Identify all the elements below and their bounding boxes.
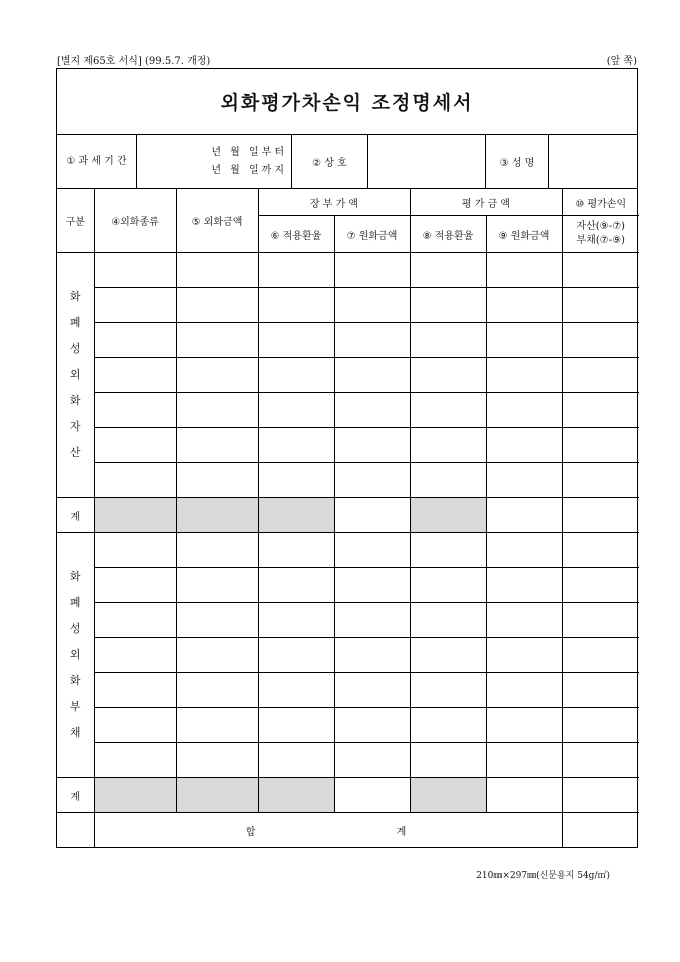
grand-total-value[interactable] <box>562 813 639 848</box>
table-cell[interactable] <box>94 708 176 743</box>
table-cell[interactable] <box>410 638 486 673</box>
table-cell[interactable] <box>176 708 258 743</box>
shaded-cell <box>410 778 486 813</box>
table-cell[interactable] <box>562 428 639 463</box>
table-cell[interactable] <box>410 708 486 743</box>
table-cell[interactable] <box>562 743 639 778</box>
table-cell[interactable] <box>562 568 639 603</box>
table-cell[interactable] <box>486 673 562 708</box>
table-cell[interactable] <box>176 638 258 673</box>
table-cell[interactable] <box>94 603 176 638</box>
table-cell[interactable] <box>258 358 334 393</box>
table-cell[interactable] <box>410 253 486 288</box>
form-number-note: [별지 제65호 서식] (99.5.7. 개정) <box>57 56 211 67</box>
table-cell[interactable] <box>176 743 258 778</box>
col-gain-loss: ⑩ 평가손익 <box>562 189 639 216</box>
table-cell[interactable] <box>562 778 639 813</box>
table-cell[interactable] <box>94 638 176 673</box>
table-cell[interactable] <box>94 673 176 708</box>
table-cell[interactable] <box>486 778 562 813</box>
asset-formula: 자산(⑨-⑦) <box>576 221 626 232</box>
table-cell[interactable] <box>94 358 176 393</box>
table-cell[interactable] <box>410 428 486 463</box>
title-row <box>57 69 637 135</box>
table-cell[interactable] <box>410 568 486 603</box>
table-cell[interactable] <box>334 708 410 743</box>
company-value-cell[interactable] <box>368 135 486 188</box>
table-cell[interactable] <box>176 673 258 708</box>
table-cell[interactable] <box>94 253 176 288</box>
shaded-cell <box>410 498 486 533</box>
table-cell[interactable] <box>176 288 258 323</box>
col-book-rate: ⑥ 적용환율 <box>258 216 334 253</box>
table-cell[interactable] <box>410 323 486 358</box>
company-label-cell <box>292 135 368 188</box>
period-label-cell <box>57 135 137 188</box>
table-cell[interactable] <box>258 568 334 603</box>
table-cell[interactable] <box>486 533 562 568</box>
table-cell[interactable] <box>176 323 258 358</box>
table-cell[interactable] <box>486 393 562 428</box>
period-value-cell[interactable] <box>137 135 292 188</box>
form-title: 외화평가차손익 조정명세서 <box>220 92 474 114</box>
table-cell[interactable] <box>94 323 176 358</box>
form-container <box>56 68 638 848</box>
table-cell[interactable] <box>176 463 258 498</box>
table-cell[interactable] <box>334 638 410 673</box>
col-book-won: ⑦ 원화금액 <box>334 216 410 253</box>
table-cell[interactable] <box>486 253 562 288</box>
vertical-char: 성 <box>69 622 81 635</box>
table-cell[interactable] <box>176 568 258 603</box>
liabilities-subtotal-label: 계 <box>57 778 94 813</box>
table-cell[interactable] <box>334 463 410 498</box>
table-cell[interactable] <box>334 393 410 428</box>
table-cell[interactable] <box>410 743 486 778</box>
vertical-char: 성 <box>69 342 81 355</box>
vertical-char: 화 <box>69 290 81 303</box>
table-cell[interactable] <box>562 358 639 393</box>
table-cell[interactable] <box>486 603 562 638</box>
table-cell[interactable] <box>94 533 176 568</box>
table-cell[interactable] <box>486 323 562 358</box>
table-cell[interactable] <box>176 533 258 568</box>
vertical-char: 산 <box>69 446 81 459</box>
table-cell[interactable] <box>486 568 562 603</box>
name-label: ③ 성 명 <box>499 158 535 169</box>
table-cell[interactable] <box>258 253 334 288</box>
table-cell[interactable] <box>258 288 334 323</box>
table-cell[interactable] <box>334 498 410 533</box>
name-value-cell[interactable] <box>549 135 637 188</box>
liabilities-label-vertical <box>57 564 94 746</box>
table-cell[interactable] <box>94 743 176 778</box>
table-cell[interactable] <box>562 393 639 428</box>
table-cell <box>57 813 94 848</box>
table-cell[interactable] <box>334 288 410 323</box>
col-eval-amount: 평 가 금 액 <box>410 189 562 216</box>
table-cell[interactable] <box>410 603 486 638</box>
table-cell[interactable] <box>176 393 258 428</box>
col-category: 구분 <box>57 189 94 253</box>
table-cell[interactable] <box>334 323 410 358</box>
vertical-char: 폐 <box>69 316 81 329</box>
grand-total-label: 합 계 <box>94 813 562 848</box>
table-cell[interactable] <box>334 428 410 463</box>
table-cell[interactable] <box>486 708 562 743</box>
col-currency-type: ④외화종류 <box>94 189 176 253</box>
shaded-cell <box>94 778 176 813</box>
table-cell[interactable] <box>334 358 410 393</box>
vertical-char: 부 <box>69 700 81 713</box>
vertical-char: 화 <box>69 394 81 407</box>
shaded-cell <box>258 778 334 813</box>
table-cell[interactable] <box>562 498 639 533</box>
info-row <box>57 135 637 189</box>
paper-size-note: 210㎜×297㎜(신문용지 54g/㎡) <box>476 871 610 881</box>
period-to: 년 월 일까지 <box>211 164 287 176</box>
valuation-table <box>57 189 639 847</box>
table-cell[interactable] <box>258 463 334 498</box>
table-cell[interactable] <box>176 253 258 288</box>
table-cell[interactable] <box>258 673 334 708</box>
table-cell[interactable] <box>176 358 258 393</box>
table-cell[interactable] <box>486 743 562 778</box>
table-cell[interactable] <box>410 358 486 393</box>
table-cell[interactable] <box>486 358 562 393</box>
col-eval-rate: ⑧ 적용환율 <box>410 216 486 253</box>
vertical-char: 채 <box>69 726 81 739</box>
table-cell[interactable] <box>94 288 176 323</box>
shaded-cell <box>176 498 258 533</box>
table-cell[interactable] <box>562 708 639 743</box>
vertical-char: 외 <box>69 648 81 661</box>
vertical-char: 외 <box>69 368 81 381</box>
table-cell[interactable] <box>176 603 258 638</box>
table-cell[interactable] <box>410 288 486 323</box>
liabilities-section-label <box>57 533 94 778</box>
table-cell[interactable] <box>562 673 639 708</box>
table-cell[interactable] <box>562 323 639 358</box>
table-cell[interactable] <box>562 638 639 673</box>
table-cell[interactable] <box>258 428 334 463</box>
col-book-value: 장 부 가 액 <box>258 189 410 216</box>
table-cell[interactable] <box>94 428 176 463</box>
vertical-char: 화 <box>69 570 81 583</box>
assets-subtotal-label: 계 <box>57 498 94 533</box>
shaded-cell <box>176 778 258 813</box>
table-cell[interactable] <box>176 428 258 463</box>
table-cell[interactable] <box>562 533 639 568</box>
table-cell[interactable] <box>410 393 486 428</box>
shaded-cell <box>258 498 334 533</box>
period-label: ① 과 세 기 간 <box>66 155 127 167</box>
company-label: ② 상 호 <box>312 158 347 169</box>
col-formula <box>562 216 639 253</box>
table-cell[interactable] <box>334 778 410 813</box>
table-cell[interactable] <box>410 673 486 708</box>
table-cell[interactable] <box>486 428 562 463</box>
table-cell[interactable] <box>334 743 410 778</box>
page-side-label: (앞 쪽) <box>606 56 637 67</box>
table-cell[interactable] <box>562 603 639 638</box>
table-cell[interactable] <box>486 288 562 323</box>
liability-formula: 부채(⑦-⑨) <box>576 235 626 246</box>
table-cell[interactable] <box>562 288 639 323</box>
table-cell[interactable] <box>258 323 334 358</box>
table-cell[interactable] <box>258 638 334 673</box>
period-from: 년 월 일부터 <box>211 146 287 158</box>
col-eval-won: ⑨ 원화금액 <box>486 216 562 253</box>
table-cell[interactable] <box>258 393 334 428</box>
table-cell[interactable] <box>94 568 176 603</box>
table-cell[interactable] <box>94 463 176 498</box>
table-cell[interactable] <box>410 463 486 498</box>
table-cell[interactable] <box>334 568 410 603</box>
name-label-cell <box>486 135 549 188</box>
shaded-cell <box>94 498 176 533</box>
table-cell[interactable] <box>562 253 639 288</box>
table-cell[interactable] <box>486 638 562 673</box>
assets-section-label <box>57 253 94 498</box>
vertical-char: 자 <box>69 420 81 433</box>
table-cell[interactable] <box>258 708 334 743</box>
assets-label-vertical <box>57 284 94 466</box>
table-cell[interactable] <box>486 498 562 533</box>
table-cell[interactable] <box>94 393 176 428</box>
table-cell[interactable] <box>258 743 334 778</box>
table-cell[interactable] <box>486 463 562 498</box>
table-cell[interactable] <box>334 673 410 708</box>
table-cell[interactable] <box>258 603 334 638</box>
vertical-char: 폐 <box>69 596 81 609</box>
table-cell[interactable] <box>258 533 334 568</box>
vertical-char: 화 <box>69 674 81 687</box>
table-cell[interactable] <box>334 533 410 568</box>
table-cell[interactable] <box>334 253 410 288</box>
table-cell[interactable] <box>334 603 410 638</box>
table-cell[interactable] <box>410 533 486 568</box>
col-foreign-amount: ⑤ 외화금액 <box>176 189 258 253</box>
table-cell[interactable] <box>562 463 639 498</box>
